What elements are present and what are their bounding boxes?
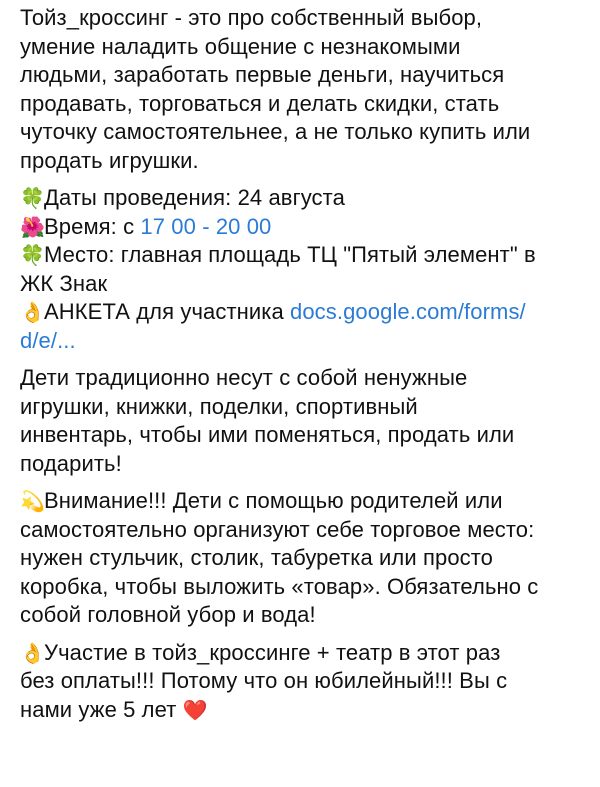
ok-hand-icon: 👌 [20,300,46,324]
text-line: умение наладить общение с незнакомыми [20,33,461,59]
text-line: Дети традиционно несут с собой ненужные [20,365,468,390]
clover-icon: 🍀 [20,243,46,267]
text-line: продавать, торговаться и делать скидки, стать [20,90,500,116]
text-line: подарить! [20,450,122,476]
clover-icon: 🍀 [20,186,46,210]
time-link[interactable]: 17 00 - 20 00 [140,213,272,239]
form-label: АНКЕТА для участника [44,299,291,324]
time-line [20,213,585,242]
time-label: Время: с [44,213,141,239]
text-line: самостоятельно организуют себе торговое место: [20,516,535,542]
place-line [20,241,585,270]
dates-text: Даты проведения: 24 августа [44,185,345,210]
dates-line [20,184,585,213]
form-link-tail[interactable]: d/e/... [20,327,76,353]
text-line: Тойз_кроссинг - это про собственный выбор, [20,5,483,30]
text-line: игрушки, книжки, поделки, спортивный [20,393,418,419]
text-line [20,696,585,725]
intro-paragraph [20,4,585,175]
text-line [20,487,585,516]
place-text: Место: главная площадь ТЦ "Пятый элемент" в [44,242,536,267]
hibiscus-icon: 🌺 [20,214,46,239]
ok-hand-icon: 👌 [20,640,46,665]
participation-paragraph [20,639,585,725]
attention-text: Внимание!!! Дети с помощью родителей или [44,488,503,513]
participation-end-text: нами уже 5 лет [20,696,183,722]
place-line-continued: ЖК Знак [20,270,108,296]
event-details [20,184,585,355]
text-line: собой головной убор и вода! [20,602,316,627]
text-line: нужен стульчик, столик, табуретка или просто [20,545,494,570]
text-line: инвентарь, чтобы ими поменяться, продать или [20,422,515,447]
text-line [20,639,585,668]
text-line: без оплаты!!! Потому что он юбилейный!!! Вы с [20,668,508,693]
heart-icon: ❤️ [182,697,208,722]
form-line [20,298,585,327]
text-line: людьми, заработать первые деньги, научиться [20,62,505,87]
attention-paragraph [20,487,585,630]
text-line: продать игрушки. [20,147,199,173]
participation-text: Участие в тойз_кроссинге + театр в этот раз [44,639,501,665]
text-line: коробка, чтобы выложить «товар». Обязательно с [20,573,539,599]
form-link-continued [20,327,585,356]
kids-paragraph [20,364,585,478]
text-line: чуточку самостоятельнее, а не только купить или [20,119,531,144]
dizzy-star-icon: 💫 [20,489,46,513]
form-link[interactable]: docs.google.com/forms/ [290,299,526,324]
message-text [20,4,585,733]
